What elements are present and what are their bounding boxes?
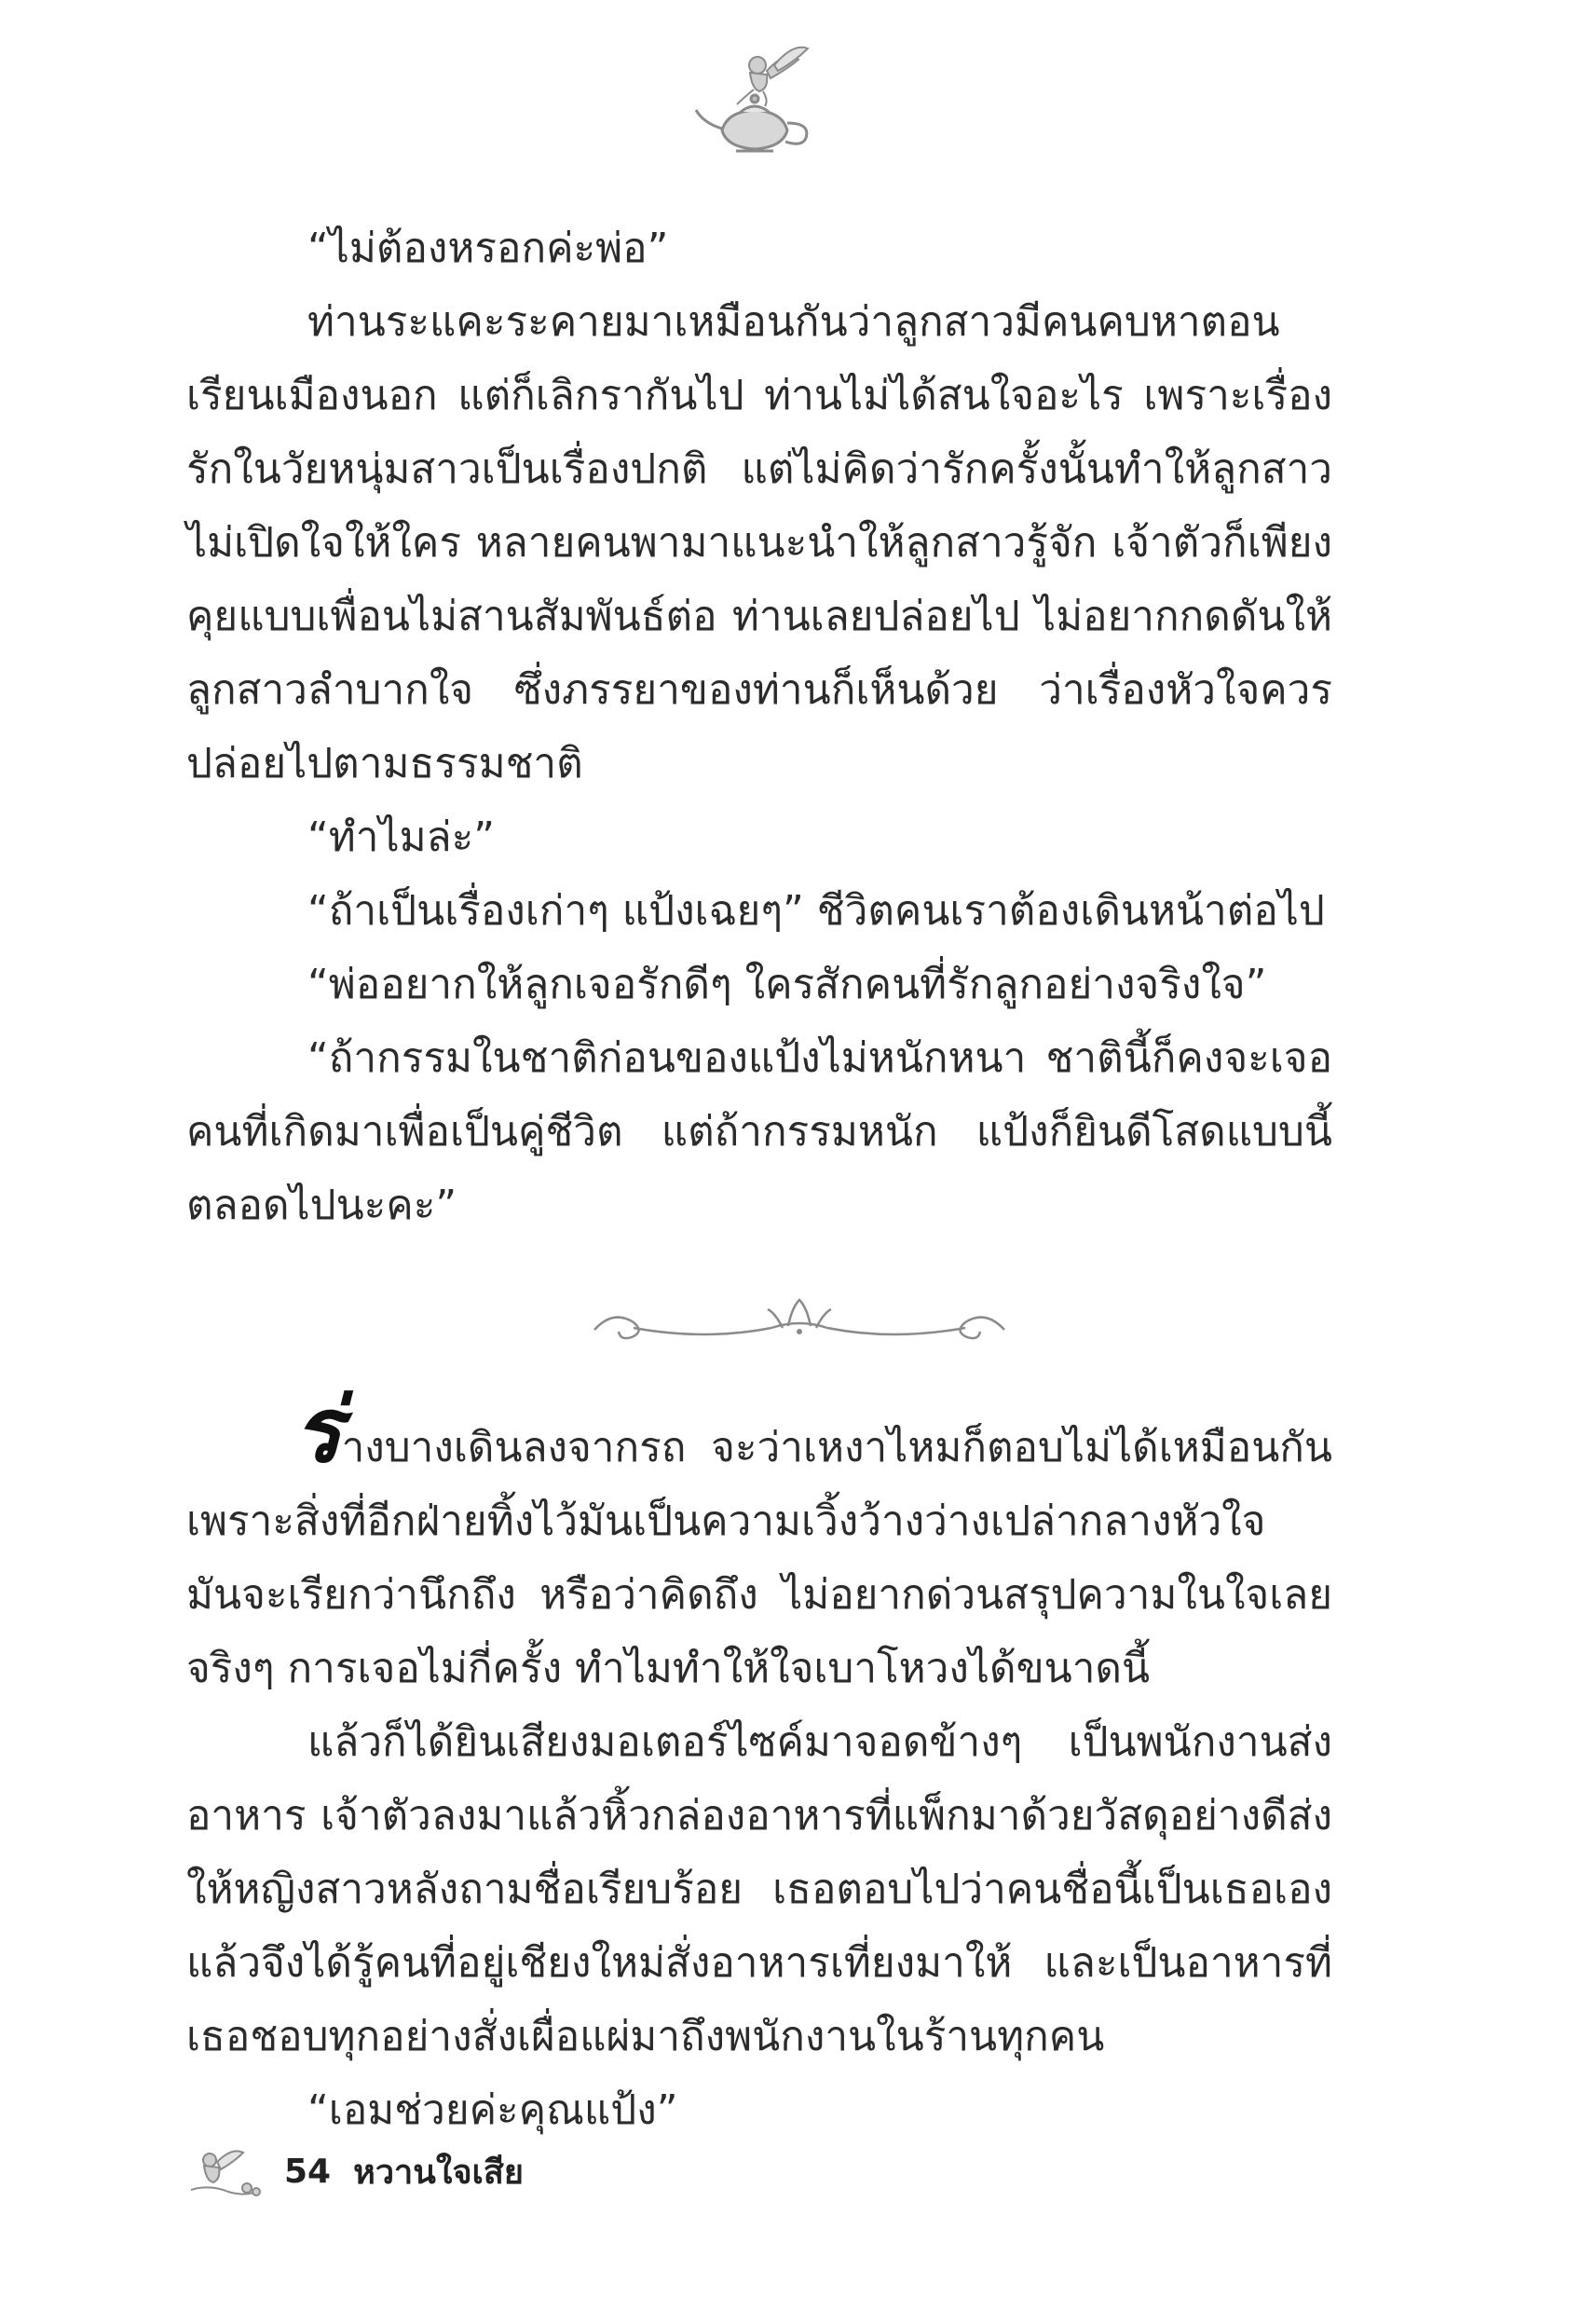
paragraph-text: างบางเดินลงจากรถ จะว่าเหงาไหมก็ตอบไม่ได้เหมือนกัน เพราะสิ่งที่อีกฝ่ายทิ้งไว้มันเป็นความเวิ้งว้างว่างเปล่ากลางหัวใจ มันจะเรียกว่านึกถึง หรือว่าคิดถึง ไม่อยากด่วนสรุปความในใจเลยจริงๆ การเจอไม่กี่ครั้ง ทำไมทำให้ใจเบาโหวงได้ขนาดนี้ [186,1424,1332,1692]
flourish-divider-icon [576,1291,1023,1356]
paragraph: แล้วก็ได้ยินเสียงมอเตอร์ไซค์มาจอดข้างๆ เป็นพนักงานส่งอาหาร เจ้าตัวลงมาแล้วหิ้วกล่องอาหารที่แพ็กมาด้วยวัสดุอย่างดีส่งให้หญิงสาวหลังถามชื่อเรียบร้อย เธอตอบไปว่าคนชื่อนี้เป็นเธอเอง แล้วจึงได้รู้คนที่อยู่เชียงใหม่สั่งอาหารเที่ยงมาให้ และเป็นอาหารที่เธอชอบทุกอย่างสั่งเผื่อแผ่มาถึงพนักงานในร้านทุกคน [186,1718,1332,2060]
drop-cap: ร่ [293,1377,342,1483]
paragraph: “ถ้าเป็นเรื่องเก่าๆ แป้งเฉยๆ” ชีวิตคนเราต้องเดินหน้าต่อไป [307,887,1325,935]
paragraph [186,1377,1332,1705]
page-number: 54 [284,2152,332,2191]
page-footer [182,2143,524,2199]
cupid-teapot-icon [685,37,825,168]
paragraph: “เอมช่วยค่ะคุณแป้ง” [307,2086,678,2134]
cupid-footer-icon [182,2143,266,2199]
paragraph: “พ่ออยากให้ลูกเจอรักดีๆ ใครสักคนที่รักลูกอย่างจริงใจ” [307,961,1267,1008]
paragraph: ท่านระแคะระคายมาเหมือนกันว่าลูกสาวมีคนคบหาตอนเรียนเมืองนอก แต่ก็เลิกรากันไป ท่านไม่ได้สนใจอะไร เพราะเรื่องรักในวัยหนุ่มสาวเป็นเรื่องปกติ แต่ไม่คิดว่ารักครั้งนั้นทำให้ลูกสาวไม่เปิดใจให้ใคร หลายคนพามาแนะนำให้ลูกสาวรู้จัก เจ้าตัวก็เพียงคุยแบบเพื่อนไม่สานสัมพันธ์ต่อ ท่านเลยปล่อยไป ไม่อยากกดดันให้ลูกสาวลำบากใจ ซึ่งภรรยาของท่านก็เห็นด้วย ว่าเรื่องหัวใจควรปล่อยไปตามธรรมชาติ [186,298,1332,787]
paragraph: “ไม่ต้องหรอกค่ะพ่อ” [307,225,669,272]
paragraph: “ถ้ากรรมในชาติก่อนของแป้งไม่หนักหนา ชาตินี้ก็คงจะเจอคนที่เกิดมาเพื่อเป็นคู่ชีวิต แต่ถ้ากรรมหนัก แป้งก็ยินดีโสดแบบนี้ตลอดไปนะคะ” [186,1034,1332,1229]
paragraph: “ทำไมล่ะ” [307,814,496,861]
text-block-2 [186,1377,1332,2147]
book-title: หวานใจเสีย [353,2153,524,2192]
text-block-1 [186,212,1332,1242]
